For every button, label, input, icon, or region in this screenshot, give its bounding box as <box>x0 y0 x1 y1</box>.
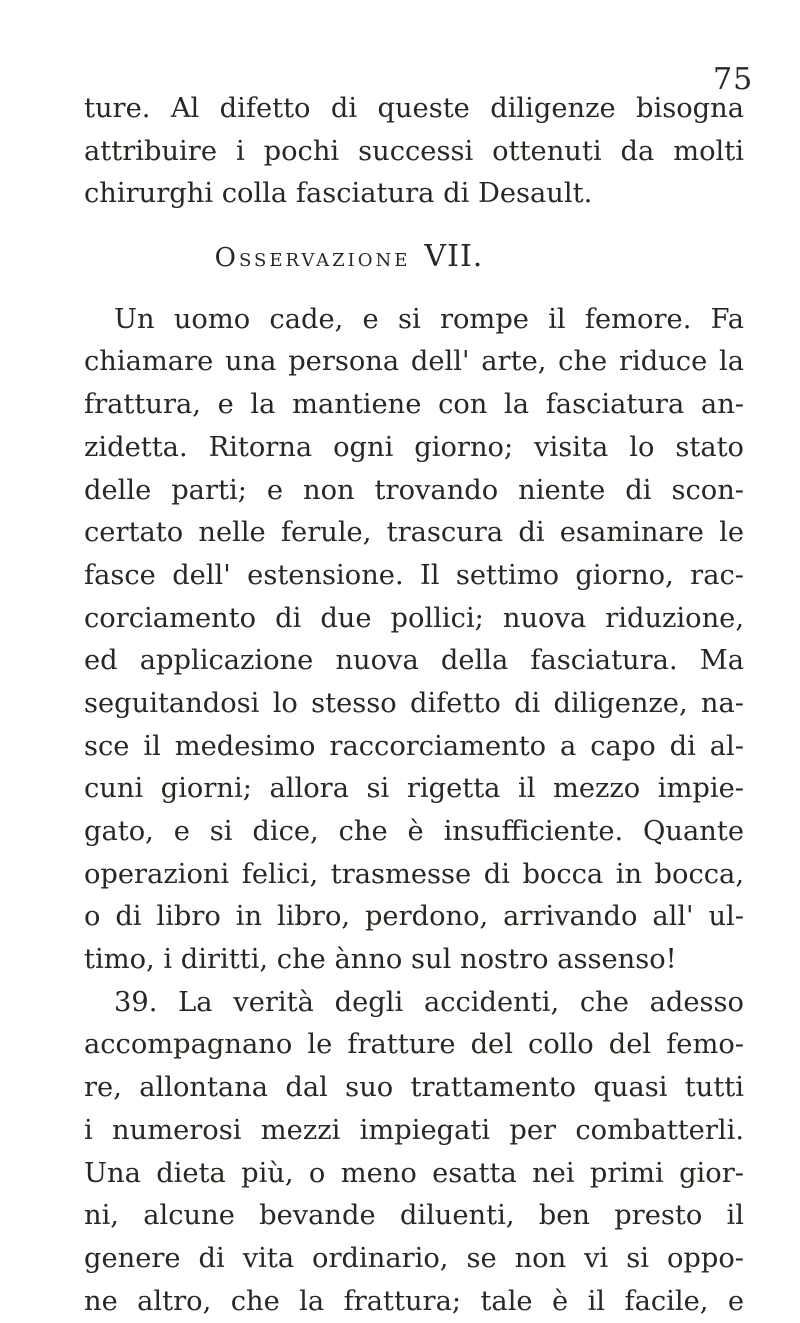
text-line: attribuire i pochi successi ottenuti da molti <box>84 135 744 167</box>
text-line: fasce dell' estensione. Il settimo giorno, rac- <box>84 559 744 591</box>
text-line: operazioni felici, trasmesse di bocca in bocca, <box>84 858 744 890</box>
text-line: accompagnano le fratture del collo del femo- <box>84 1029 744 1061</box>
text-line: frattura, e la mantiene con la fasciatura an- <box>84 389 744 421</box>
text-line: chiamare una persona dell' arte, che riduce la <box>84 346 744 378</box>
text-line: zidetta. Ritorna ogni giorno; visita lo stato <box>84 431 744 463</box>
text-line: sce il medesimo raccorciamento a capo di al- <box>84 730 744 762</box>
text-line: genere di vita ordinario, se non vi si oppo- <box>84 1242 744 1274</box>
text-line: delle parti; e non trovando niente di scon- <box>84 474 744 506</box>
text-line: re, allontana dal suo trattamento quasi tutti <box>84 1072 744 1104</box>
text-line: certato nelle ferule, trascura di esaminare le <box>84 517 744 549</box>
page-number: 75 <box>713 62 754 97</box>
text-line: ne altro, che la frattura; tale è il facile, e <box>84 1285 744 1317</box>
section-heading <box>84 236 744 279</box>
text-line: seguitandosi lo stesso difetto di diligenze, na- <box>84 687 744 719</box>
text-line: cuni giorni; allora si rigetta il mezzo impie- <box>84 773 744 805</box>
text-line: chirurghi colla fasciatura di Desault. <box>84 178 593 210</box>
heading-number: VII. <box>424 239 484 275</box>
text-line: ni, alcune bevande diluenti, ben presto il <box>84 1200 744 1232</box>
text-line: 39. La verità degli accidenti, che adesso <box>114 986 744 1018</box>
text-line: corciamento di due pollici; nuova riduzione, <box>84 602 744 634</box>
text-line: gato, e si dice, che è insufficiente. Quante <box>84 816 744 847</box>
text-line: Un uomo cade, e si rompe il femore. Fa <box>114 303 744 335</box>
text-line: ture. Al difetto di queste diligenze bisogna <box>84 93 744 124</box>
text-line: Una dieta più, o meno esatta nei primi gior- <box>84 1157 744 1189</box>
text-line: i numerosi mezzi impiegati per combatterli. <box>84 1114 744 1146</box>
heading-label: Osservazione <box>214 243 411 274</box>
text-line: o di libro in libro, perdono, arrivando all' ul- <box>84 901 744 933</box>
body-text <box>84 88 744 1323</box>
text-line: timo, i diritti, che ànno sul nostro assenso! <box>84 944 677 976</box>
text-line: ed applicazione nuova della fasciatura. Ma <box>84 645 744 677</box>
